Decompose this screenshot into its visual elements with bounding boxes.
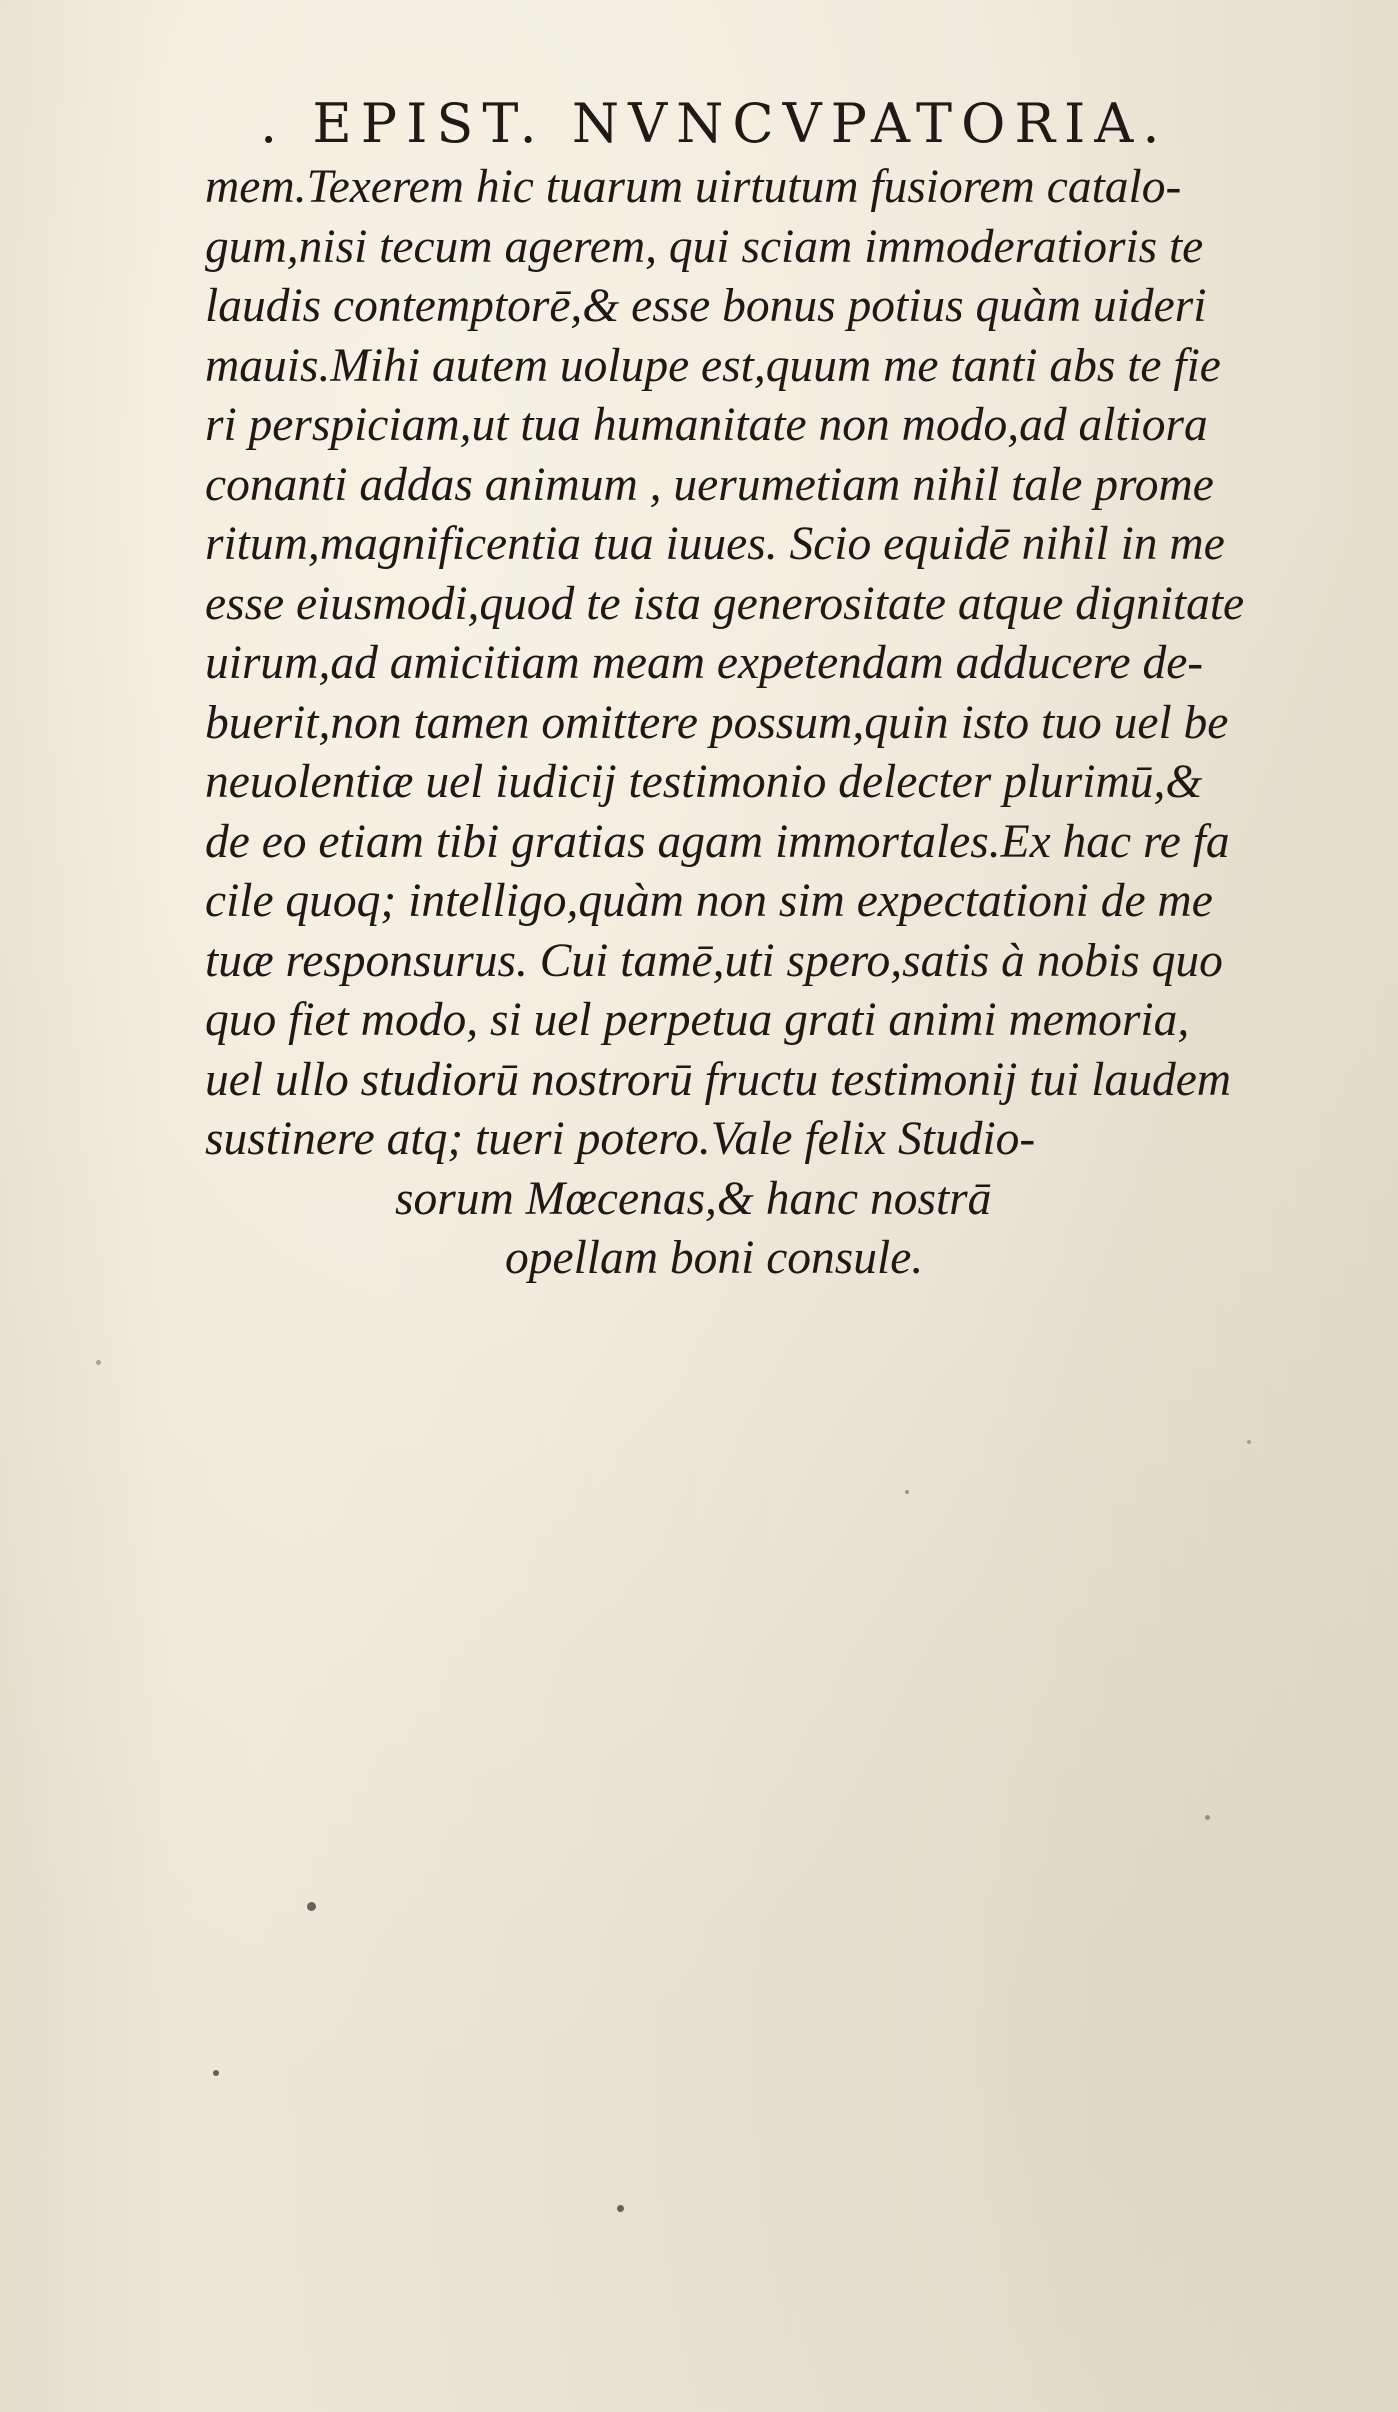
text-line: sorum Mœcenas,& hanc nostrā: [395, 1172, 992, 1225]
text-line: ri perspiciam,ut tua humanitate non modo,ad altiora: [205, 399, 1208, 451]
paper-speck: [1247, 1440, 1251, 1444]
text-line: gum,nisi tecum agerem, qui sciam immoderatioris te: [205, 220, 1204, 273]
text-line: neuolentiæ uel iudicij testimonio delecter plurimū,&: [205, 756, 1203, 808]
text-line: cile quoq; intelligo,quàm non sim expectationi de me: [205, 875, 1213, 927]
running-header: . EPIST. NVNCVPATORIA.: [260, 92, 1169, 155]
text-line: uirum,ad amicitiam meam expetendam adducere de-: [205, 637, 1204, 689]
paper-speck: [96, 1360, 101, 1365]
text-line: buerit,non tamen omittere possum,quin isto tuo uel be: [205, 696, 1229, 749]
text-line: esse eiusmodi,quod te ista generositate atque dignitate: [205, 577, 1245, 630]
paper-speck: [213, 2070, 219, 2076]
paper-speck: [1205, 1815, 1210, 1820]
text-line: tuæ responsurus. Cui tamē,uti spero,satis à nobis quo: [205, 934, 1223, 987]
text-line: conanti addas animum , uerumetiam nihil tale prome: [205, 458, 1214, 511]
text-line: mem.Texerem hic tuarum uirtutum fusiorem catalo-: [205, 161, 1182, 213]
text-line: mauis.Mihi autem uolupe est,quum me tanti abs te fie: [205, 339, 1221, 392]
text-line: de eo etiam tibi gratias agam immortales.Ex hac re fa: [205, 815, 1230, 868]
text-line: ritum,magnificentia tua iuues. Scio equidē nihil in me: [205, 518, 1225, 570]
letter-body: [205, 158, 1255, 1289]
paper-speck: [307, 1902, 316, 1911]
text-line: laudis contemptorē,& esse bonus potius quàm uideri: [205, 280, 1207, 332]
text-line: uel ullo studiorū nostrorū fructu testimonij tui laudem: [205, 1053, 1232, 1106]
paper-speck: [617, 2205, 624, 2212]
text-line: sustinere atq; tueri potero.Vale felix Studio-: [205, 1113, 1036, 1165]
paper-speck: [905, 1490, 909, 1494]
text-line: opellam boni consule.: [505, 1232, 924, 1284]
text-line: quo fiet modo, si uel perpetua grati animi memoria,: [205, 994, 1190, 1046]
